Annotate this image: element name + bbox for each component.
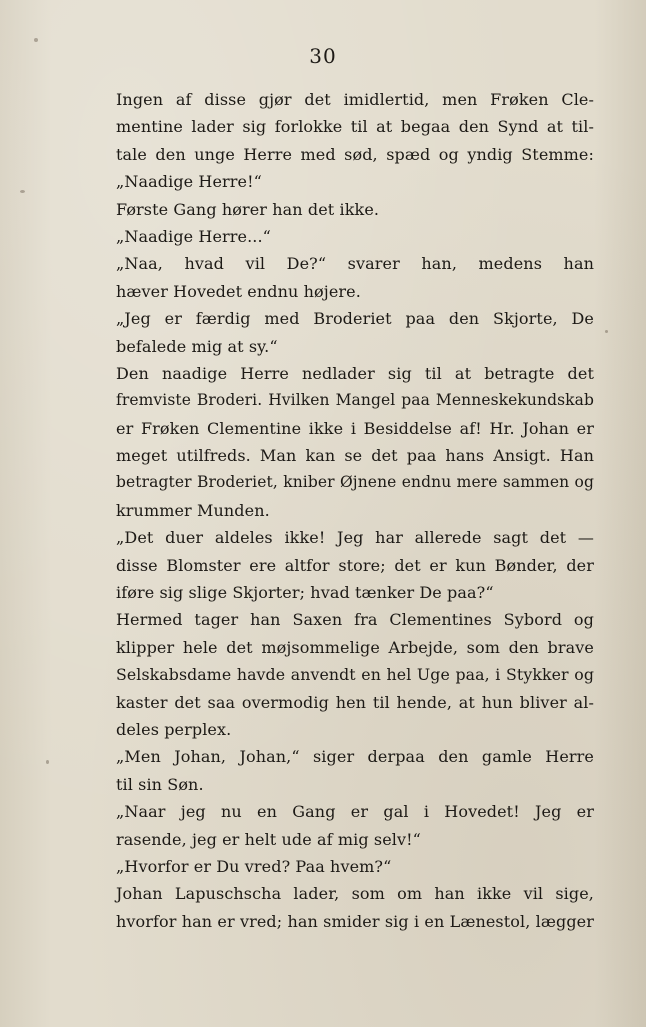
text-line: „Naadige Herre!“ [116,172,262,192]
text-line: „Naa, hvad vil De?“ svarer han, medens han [116,254,594,274]
text-line: Johan Lapuschscha lader, som om han ikke vil sige, [116,884,594,904]
text-line: iføre sig slige Skjorter; hvad tænker De paa?“ [116,583,494,603]
text-line: „Naar jeg nu en Gang er gal i Hovedet! Jeg er [116,802,594,822]
body-text [116,86,594,935]
text-line: „Men Johan, Johan,“ siger derpaa den gamle Herre [116,747,594,767]
text-line: disse Blomster ere altfor store; det er kun Bønder, der [116,555,594,575]
text-line: „Det duer aldeles ikke! Jeg har allerede sagt det — [116,528,594,548]
text-line: meget utilfreds. Man kan se det paa hans Ansigt. Han [116,446,594,466]
text-line: Selskabsdame havde anvendt en hel Uge paa, i Stykker og [116,665,594,685]
text-line: „Jeg er færdig med Broderiet paa den Skjorte, De [116,309,594,329]
text-line: hvorfor han er vred; han smider sig i en Lænestol, lægger [116,911,594,931]
text-line: krummer Munden. [116,500,270,520]
text-line: betragter Broderiet, kniber Øjnene endnu mere sammen og [116,473,594,492]
text-line: er Frøken Clementine ikke i Besiddelse af! Hr. Johan er [116,418,594,438]
text-line: Hermed tager han Saxen fra Clementines Sybord og [116,610,594,630]
text-line: „Naadige Herre...“ [116,226,271,246]
paper-speck [605,330,608,333]
paper-speck [46,760,49,764]
paper-speck [20,190,25,193]
text-line: befalede mig at sy.“ [116,336,278,356]
paper-speck [34,38,38,42]
text-line: deles perplex. [116,719,232,739]
text-line: rasende, jeg er helt ude af mig selv!“ [116,829,421,849]
text-line: klipper hele det møjsommelige Arbejde, som den brave [116,637,594,657]
text-line: fremviste Broderi. Hvilken Mangel paa Menneskekundskab [116,391,594,410]
text-line: Første Gang hører han det ikke. [116,199,380,219]
text-line: kaster det saa overmodig hen til hende, at hun bliver al- [116,692,594,712]
text-line: til sin Søn. [116,774,204,794]
text-line: mentine lader sig forlokke til at begaa den Synd at til- [116,117,594,137]
text-line: Den naadige Herre nedlader sig til at betragte det [116,363,594,383]
text-line: „Hvorfor er Du vred? Paa hvem?“ [116,856,392,876]
text-line: tale den unge Herre med sød, spæd og yndig Stemme: [116,144,594,164]
text-line: hæver Hovedet endnu højere. [116,281,361,301]
text-line: Ingen af disse gjør det imidlertid, men Frøken Cle- [116,90,594,109]
page-number: 30 [309,44,337,68]
